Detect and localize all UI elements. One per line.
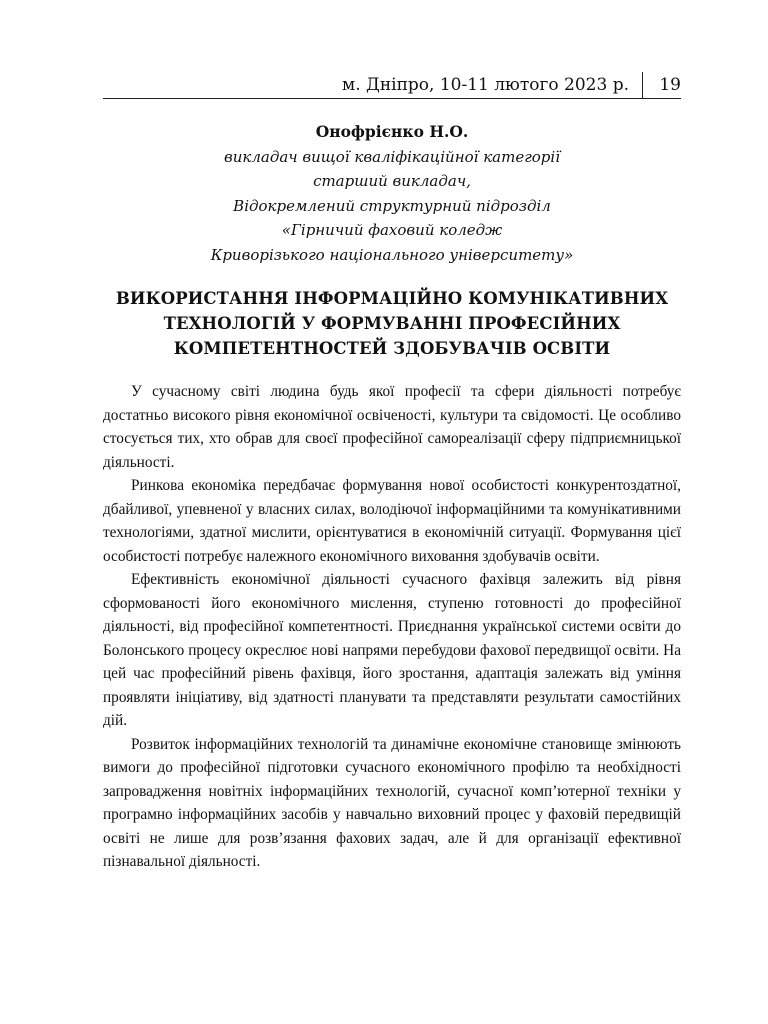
author-block [103, 120, 681, 267]
header-divider [642, 72, 644, 98]
author-name: Онофрієнко Н.О. [315, 122, 469, 141]
article-body [103, 380, 681, 874]
running-header [103, 72, 681, 99]
author-affiliation-3: Криворізького національного університету» [210, 245, 574, 264]
title-line: ТЕХНОЛОГІЙ У ФОРМУВАННІ ПРОФЕСІЙНИХ [163, 314, 621, 333]
body-paragraph: Ринкова економіка передбачає формування нової особистості конкурентоздатної, дбайливої, упевненої у власних силах, володіючої інформаційними та комунікативними технологіями, здатної мислити, орієнтуватися в економічній ситуації. Формування цієї особистості потребує належного економічного виховання здобувачів освіти. [103, 477, 681, 565]
body-paragraph: У сучасному світі людина будь якої професії та сфери діяльності потребує достатньо високого рівня економічної освіченості, культури та свідомості. Це особливо стосується тих, хто обрав для своєї професійної самореалізації сферу підприємницької діяльності. [103, 383, 681, 471]
author-affiliation-1: Відокремлений структурний підрозділ [233, 196, 551, 215]
author-position: викладач вищої кваліфікаційної категорії [223, 147, 561, 166]
page-number: 19 [659, 75, 681, 95]
author-affiliation-2: «Гірничий фаховий коледж [281, 221, 503, 239]
author-title: старший викладач, [313, 172, 471, 190]
conference-location-date: м. Дніпро, 10-11 лютого 2023 р. [341, 75, 629, 95]
title-line: ВИКОРИСТАННЯ ІНФОРМАЦІЙНО КОМУНІКАТИВНИХ [115, 289, 669, 308]
article-title [103, 286, 681, 361]
body-paragraph: Розвиток інформаційних технологій та динамічне економічне становище змінюють вимоги до професійної підготовки сучасного економічного профілю та необхідності запровадження новітніх інформаційних технологій, сучасної комп’ютерної техніки у програмно інформаційних засобів у навчально виховний процес у фаховій передвищій освіті не лише для розв’язання фахових задач, але й для організації ефективної пізнавальної діяльності. [103, 735, 681, 870]
body-paragraph: Ефективність економічної діяльності сучасного фахівця залежить від рівня сформованості його економічного мислення, ступеню готовності до професійної діяльності, від професійної компетентності. Приєднання української системи освіти до Болонського процесу окреслює нові напрями перебудови фахової передвищої освіти. На цей час професійний рівень фахівця, його зростання, адаптація залежать від уміння проявляти ініціативу, від здатності планувати та представляти результати самостійних дій. [103, 571, 681, 729]
title-line: КОМПЕТЕНТНОСТЕЙ ЗДОБУВАЧІВ ОСВІТИ [173, 339, 611, 358]
